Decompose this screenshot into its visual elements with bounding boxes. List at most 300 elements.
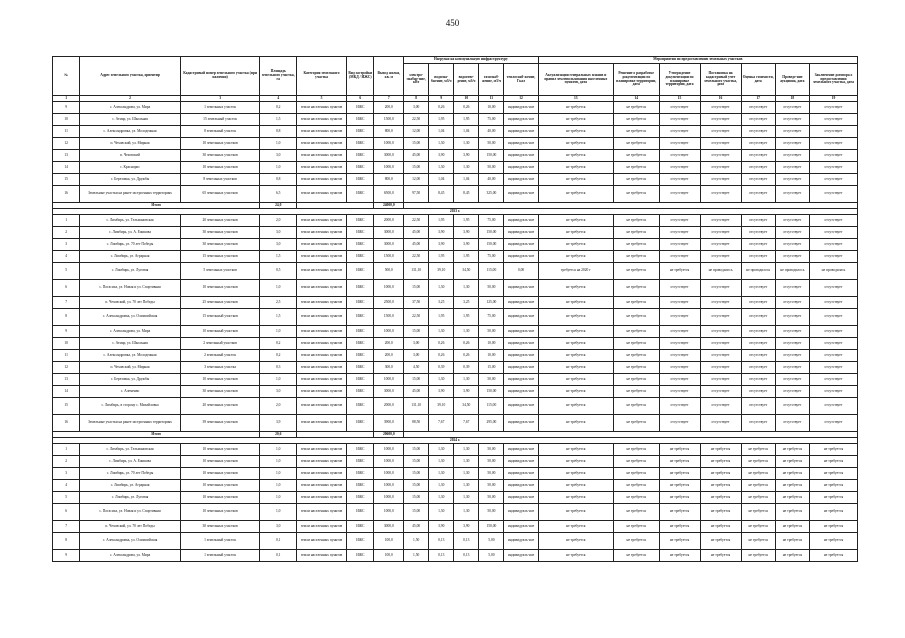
table-cell: 0,2 [260,338,296,350]
table-row [53,444,858,456]
table-cell: 15,00 [404,444,429,456]
table-cell: 50,00 [479,280,504,297]
table-cell: п. Чеховский [80,150,180,162]
table-cell: отсутствует [809,280,857,297]
table-cell: отсутствует [775,102,809,114]
table-cell: 800,0 [374,126,404,138]
table-cell: 0,26 [454,338,479,350]
table-cell: 25 земельных участков [180,297,260,309]
table-cell: земли населенных пунктов [296,550,346,562]
table-cell: 8 земельных участков [180,174,260,186]
table-cell: 3,90 [454,150,479,162]
table-cell: отсутствует [659,150,700,162]
table-row [53,492,858,504]
table-cell: 3,0 [260,239,296,251]
table-cell: отсутствует [659,398,700,415]
table-cell: земли населенных пунктов [296,239,346,251]
table-cell: не требуется [613,326,659,338]
table-cell: индивидуаль-ное [504,162,538,174]
table-cell: 45,00 [404,227,429,239]
table-row [53,326,858,338]
table-cell: 22,50 [404,309,429,326]
table-cell: отсутствует [809,138,857,150]
table-cell: отсутствует [775,162,809,174]
table-cell: не требуется [538,550,613,562]
table-cell: 3 [53,239,80,251]
table-row [53,362,858,374]
table-cell: 3,90 [429,150,454,162]
table-cell: 0,2 [260,350,296,362]
table-cell: отсутствует [741,251,775,263]
table-cell: земли населенных пунктов [296,338,346,350]
table-cell: отсутствует [775,309,809,326]
table-cell: 3,90 [454,239,479,251]
table-cell: не требуется [775,456,809,468]
table-cell: отсутствует [659,251,700,263]
table-cell: 50,00 [479,468,504,480]
table-cell: не требуется [538,338,613,350]
col-header-heat: теплоснаб-жение, Гкал [504,64,538,96]
table-cell: земли населенных пунктов [296,533,346,550]
table-cell: 1,95 [454,114,479,126]
table-cell: не требуется [538,102,613,114]
table-cell: 9 [53,102,80,114]
table-cell: не требуется [809,456,857,468]
table-cell: не требуется [538,468,613,480]
table-cell: 3,9 [260,415,296,432]
table-cell: 50,00 [479,444,504,456]
table-cell: отсутствует [775,350,809,362]
table-cell: не требуется [809,468,857,480]
table-cell: 200,0 [374,350,404,362]
table-cell: 0,39 [429,362,454,374]
table-cell: 1,0 [260,280,296,297]
table-cell: 1,30 [454,456,479,468]
table-cell: с. Краснорис [80,162,180,174]
table-cell: 1,04 [429,174,454,186]
table-cell: 75,00 [479,114,504,126]
table-cell: 3000,0 [374,239,404,251]
table-cell: 3 земельных участка [180,362,260,374]
table-cell: не требуется [741,480,775,492]
col-header-approval: Утверждение документации по планировке территории, дата [659,64,700,96]
table-cell: не требуется [538,533,613,550]
table-cell: не требуется [809,550,857,562]
table-row [53,480,858,492]
table-cell: 0,13 [454,533,479,550]
col-header-water: водосна-бжение, м3/ч [429,64,454,96]
table-cell: 8 земельный участок [180,126,260,138]
table-cell: ИЖС [347,374,374,386]
table-row [53,280,858,297]
table-cell: отсутствует [809,227,857,239]
table-cell: земли населенных пунктов [296,114,346,126]
table-cell: не требуется [700,492,741,504]
table-cell: отсутствует [700,102,741,114]
table-cell: 0,26 [429,350,454,362]
table-cell: не требуется [741,533,775,550]
table-cell: ИЖС [347,263,374,280]
table-cell: 2,0 [260,398,296,415]
table-cell: 3 [53,468,80,480]
table-cell: 1,30 [429,326,454,338]
table-cell: 6500,0 [374,186,404,203]
table-cell: не требуется [538,162,613,174]
table-cell: 1,30 [454,468,479,480]
total-output: 24000,0 [374,203,404,209]
table-cell: 1,30 [454,280,479,297]
table-cell: не требуется [538,150,613,162]
table-cell: ИЖС [347,227,374,239]
table-cell: 1,30 [454,162,479,174]
table-row [53,374,858,386]
table-cell: 75,00 [479,309,504,326]
table-cell: ИЖС [347,521,374,533]
table-cell: не требуется [538,297,613,309]
table-cell: с. Атмар, ул. Школьная [80,338,180,350]
table-cell: 45,00 [404,239,429,251]
table-cell: не требуется [741,456,775,468]
table-cell: не требуется [659,521,700,533]
table-cell: 1,0 [260,504,296,521]
table-cell: 1500,0 [374,309,404,326]
table-cell: п. Чеховский, ул. 70 лет Победы [80,297,180,309]
column-number: 3 [180,96,260,102]
table-cell: индивидуаль-ное [504,386,538,398]
table-cell: 2 земельный участков [180,338,260,350]
table-cell: отсутствует [700,227,741,239]
table-cell: земли населенных пунктов [296,492,346,504]
column-number: 5 [296,96,346,102]
table-cell: ИЖС [347,504,374,521]
table-cell: отсутствует [741,338,775,350]
table-row [53,174,858,186]
table-cell: отсутствует [741,374,775,386]
table-cell: отсутствует [741,102,775,114]
table-cell: не требуется [775,521,809,533]
table-cell: не проводилось [741,263,775,280]
table-cell: 1,30 [429,456,454,468]
table-cell: не требуется [613,398,659,415]
table-cell: 50,00 [479,480,504,492]
table-cell: 1,0 [260,444,296,456]
table-cell: отсутствует [741,126,775,138]
table-cell: ИЖС [347,480,374,492]
table-cell: земли населенных пунктов [296,297,346,309]
table-cell: 45,00 [404,386,429,398]
table-cell: земли населенных пунктов [296,309,346,326]
table-cell: не требуется [775,504,809,521]
table-cell: не требуется [659,456,700,468]
table-cell: индивидуаль-ное [504,504,538,521]
table-row [53,126,858,138]
table-cell: 3000,0 [374,150,404,162]
table-cell: земли населенных пунктов [296,521,346,533]
table-cell: не требуется [613,444,659,456]
col-header-decision: Решение о разработке документации по планировке территории, дата [613,64,659,96]
table-cell: не требуется [700,504,741,521]
table-cell: не требуется [613,150,659,162]
table-cell: не требуется [613,362,659,374]
table-cell: 1,95 [454,309,479,326]
table-cell: не требуется [538,492,613,504]
table-cell: с. Лимбирь, ул. Аграрная [80,480,180,492]
table-cell: индивидуаль-ное [504,492,538,504]
table-cell: не требуется [613,263,659,280]
table-cell: 12 [53,362,80,374]
table-cell: не требуется [659,533,700,550]
table-cell: ИЖС [347,126,374,138]
table-cell: 1000,0 [374,504,404,521]
table-cell: отсутствует [741,326,775,338]
column-number: 17 [741,96,775,102]
table-cell: индивидуаль-ное [504,251,538,263]
table-cell: земли населенных пунктов [296,102,346,114]
table-cell: 15,00 [404,480,429,492]
table-cell: отсутствует [659,227,700,239]
table-cell: отсутствует [775,362,809,374]
table-cell: отсутствует [775,114,809,126]
table-cell: ИЖС [347,386,374,398]
table-cell: земли населенных пунктов [296,215,346,227]
table-cell: 15,00 [404,468,429,480]
table-cell: отсутствует [775,251,809,263]
table-cell: земли населенных пунктов [296,444,346,456]
table-cell: ИЖС [347,309,374,326]
column-number: 15 [659,96,700,102]
table-cell: 1,30 [429,280,454,297]
table-row [53,338,858,350]
table-cell: не требуется [538,309,613,326]
table-cell: 8 [53,309,80,326]
table-cell: отсутствует [775,138,809,150]
table-cell: не требуется [538,326,613,338]
table-cell: отсутствует [741,309,775,326]
table-cell: 1,95 [429,114,454,126]
table-cell: не требуется [538,350,613,362]
table-cell: отсутствует [741,162,775,174]
table-cell: отсутствует [700,162,741,174]
table-cell: п. Чеховский, ул. Мирная [80,362,180,374]
table-cell: индивидуаль-ное [504,227,538,239]
table-cell: не требуется [775,444,809,456]
table-cell: ИЖС [347,251,374,263]
table-cell: с. Погасиха, ул. Новая и ул. Спортивная [80,280,180,297]
table-cell: земли населенных пунктов [296,350,346,362]
table-cell: 1,30 [454,492,479,504]
table-cell: земли населенных пунктов [296,150,346,162]
table-cell: не требуется [538,215,613,227]
table-cell: 1,95 [454,215,479,227]
table-cell: с. Лимбирь, в сторону с. Михайловка [80,398,180,415]
table-cell: не требуется [613,533,659,550]
table-cell: 10,00 [479,350,504,362]
table-cell: 2 земельный участок [180,350,260,362]
table-cell: 50,00 [479,374,504,386]
table-cell: отсутствует [700,374,741,386]
table-cell: отсутствует [741,297,775,309]
table-cell: 3000,0 [374,227,404,239]
column-number: 6 [347,96,374,102]
table-cell: отсутствует [809,126,857,138]
table-cell: не требуется [538,398,613,415]
table-cell: 11 [53,350,80,362]
table-cell: не требуется [613,227,659,239]
table-cell: не требуется [659,504,700,521]
table-cell: земли населенных пунктов [296,386,346,398]
land-plots-table [52,56,858,562]
table-cell: не требуется [741,521,775,533]
table-cell: ИЖС [347,362,374,374]
column-number: 13 [538,96,613,102]
table-cell: с. Лимбирь, ул. А. Ежикова [80,227,180,239]
table-cell: отсутствует [809,326,857,338]
table-cell: 22,50 [404,215,429,227]
table-cell: 100,0 [374,550,404,562]
table-cell: индивидуаль-ное [504,150,538,162]
table-cell: 1,0 [260,480,296,492]
table-cell: 15,00 [404,492,429,504]
table-cell: 3,90 [454,521,479,533]
table-cell: 1,0 [260,326,296,338]
table-cell: отсутствует [775,227,809,239]
table-cell: 0,26 [429,102,454,114]
table-cell: отсутствует [700,138,741,150]
table-cell: 1,30 [429,374,454,386]
column-number: 9 [429,96,454,102]
table-cell: 7,67 [429,415,454,432]
table-cell: не требуется [613,492,659,504]
table-cell: 12,00 [404,174,429,186]
table-cell: 1,30 [429,162,454,174]
table-cell: 1,04 [454,126,479,138]
table-cell: не требуется [538,504,613,521]
table-cell: индивидуаль-ное [504,174,538,186]
col-header-auction: Проведе-ние аукциона, дата [775,64,809,96]
table-cell: отсутствует [809,362,857,374]
table-cell: 1000,0 [374,480,404,492]
table-cell: 1,30 [429,444,454,456]
table-cell: индивидуаль-ное [504,350,538,362]
col-header-sewer: водоотве-дение, м3/ч [454,64,479,96]
table-cell: 150,00 [479,239,504,251]
table-cell: 0,3 [260,362,296,374]
table-cell: отсутствует [659,386,700,398]
table-cell: 50,00 [479,326,504,338]
table-cell: ИЖС [347,114,374,126]
table-cell: индивидуаль-ное [504,138,538,150]
table-cell: 30 земельных участков [180,521,260,533]
table-cell: ИЖС [347,174,374,186]
table-cell: индивидуаль-ное [504,309,538,326]
table-cell: отсутствует [700,280,741,297]
table-cell: 1,95 [429,309,454,326]
table-cell: 1,0 [260,138,296,150]
table-cell: 115,00 [479,263,504,280]
table-cell: не требуется [700,521,741,533]
table-cell: земли населенных пунктов [296,186,346,203]
table-row [53,468,858,480]
table-cell: с. Лимбирь, ул. Тельмановская [80,444,180,456]
table-cell: 4 [53,480,80,492]
table-cell: п. Чеховский, ул. Мирная [80,138,180,150]
table-cell: не требуется [613,374,659,386]
table-cell: земли населенных пунктов [296,162,346,174]
table-cell: отсутствует [659,362,700,374]
table-cell: отсутствует [775,150,809,162]
table-cell: не требуется [538,280,613,297]
table-cell: отсутствует [775,386,809,398]
table-cell: не требуется [775,492,809,504]
table-cell: 10 земельных участков [180,374,260,386]
table-cell: отсутствует [809,374,857,386]
table-cell: ИЖС [347,533,374,550]
table-cell: 75,00 [479,215,504,227]
year-label: 2023 г. [53,209,858,215]
table-cell: не требуется [613,468,659,480]
table-cell: 30 земельных участков [180,150,260,162]
table-cell: 10 земельных участков [180,480,260,492]
table-cell: отсутствует [741,362,775,374]
table-cell: отсутствует [700,326,741,338]
table-cell: не требуется [613,102,659,114]
table-cell: отсутствует [659,309,700,326]
table-cell: 39,10 [429,398,454,415]
table-row [53,102,858,114]
column-number: 7 [374,96,404,102]
table-cell: 15,00 [404,138,429,150]
table-cell: 8 [53,533,80,550]
table-cell: 16 [53,415,80,432]
table-cell: отсутствует [659,374,700,386]
table-cell: отсутствует [809,297,857,309]
table-cell: отсутствует [775,174,809,186]
table-cell: 295,00 [479,415,504,432]
table-cell: земли населенных пунктов [296,362,346,374]
table-cell: земли населенных пунктов [296,174,346,186]
table-cell: 1000,0 [374,456,404,468]
table-cell: 800,0 [374,174,404,186]
table-cell: 325,00 [479,186,504,203]
column-number: 19 [809,96,857,102]
table-cell: не требуется [775,533,809,550]
table-cell: 1,5 [260,309,296,326]
table-cell: отсутствует [741,398,775,415]
table-cell: 1500,0 [374,251,404,263]
table-cell: отсутствует [775,126,809,138]
table-cell: 8,45 [429,186,454,203]
table-row [53,138,858,150]
col-header-valuation: Оценка стоимости, дата [741,64,775,96]
table-cell: отсутствует [809,114,857,126]
col-header-cadastral: Кадастровый номер земельного участка (при наличии) [180,57,260,96]
table-cell: 45,00 [404,150,429,162]
table-cell: с. Лимбирь, ул. Луговая [80,492,180,504]
table-cell: земли населенных пунктов [296,263,346,280]
table-cell: не требуется [613,162,659,174]
table-cell: не требуется [741,504,775,521]
table-cell: 50,00 [479,504,504,521]
table-cell: 0,1 [260,533,296,550]
table-cell: отсутствует [659,174,700,186]
table-cell: 1000,0 [374,162,404,174]
table-cell: с. Лимбирь, ул. Аграрная [80,251,180,263]
table-cell: не требуется [613,550,659,562]
table-cell: не требуется [613,251,659,263]
table-row [53,239,858,251]
table-cell: индивидуаль-ное [504,215,538,227]
table-cell: не требуется [538,239,613,251]
